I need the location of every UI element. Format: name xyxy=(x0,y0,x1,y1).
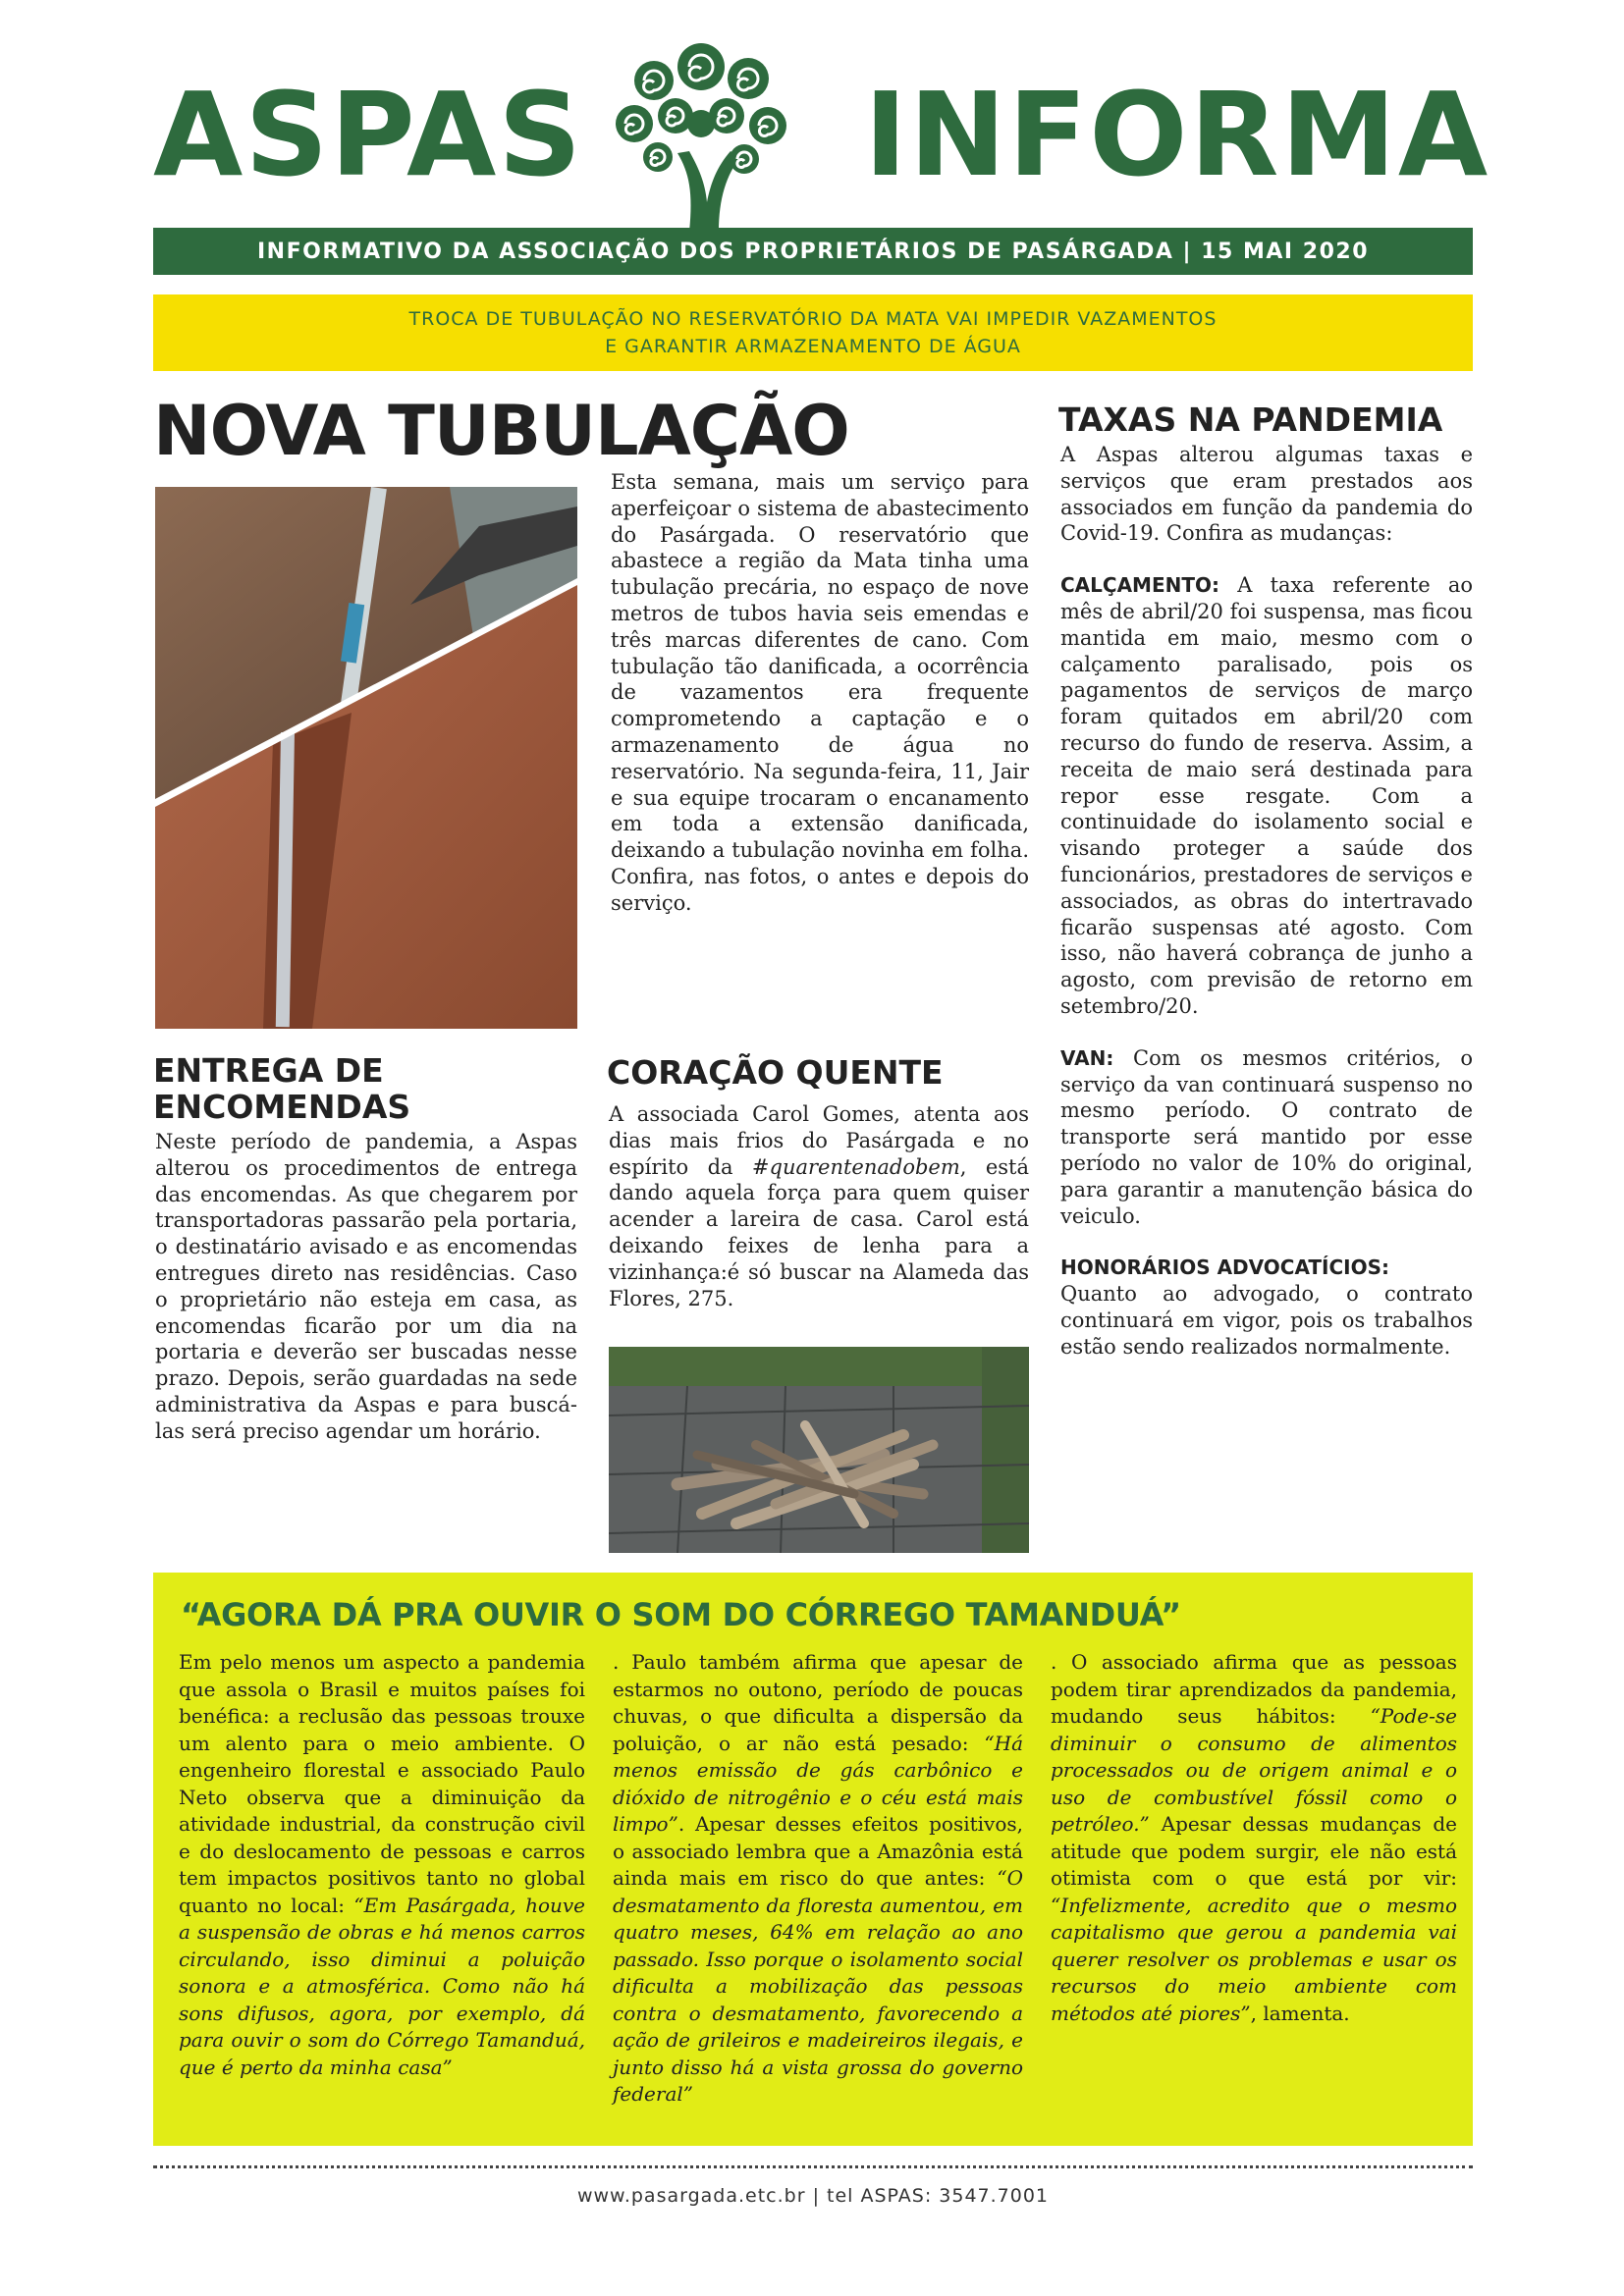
taxas-intro: A Aspas alterou algumas taxas e serviços que eram prestados aos associados em função da pandemia do Covid-19. Confira as mudanças: xyxy=(1060,443,1473,546)
taxas-body xyxy=(1060,442,1473,1361)
coracao-hashtag: #quarentenadobem xyxy=(751,1154,960,1179)
nova-tubulacao-title: NOVA TUBULAÇÃO xyxy=(153,391,849,471)
tree-logo-icon xyxy=(595,35,811,232)
coracao-title: CORAÇÃO QUENTE xyxy=(607,1053,944,1092)
entrega-title xyxy=(153,1052,410,1125)
quote-c2-text-b: . Apesar desses efeitos positivos, o associado lembra que a Amazônia está ainda mais em risco do que antes: xyxy=(613,1812,1023,1890)
banner-line-2: E GARANTIR ARMAZENAMENTO DE ÁGUA xyxy=(605,336,1021,357)
taxas-calcamento xyxy=(1060,572,1473,1020)
calcamento-label: CALÇAMENTO: xyxy=(1060,573,1220,598)
coracao-body xyxy=(609,1101,1029,1311)
firewood-photo xyxy=(609,1347,1029,1553)
taxas-title: TAXAS NA PANDEMIA xyxy=(1058,400,1443,439)
quote-column-3 xyxy=(1051,1649,1457,2027)
quote-c3-text-c: , lamenta. xyxy=(1250,2001,1350,2025)
masthead-aspas: ASPAS xyxy=(153,67,584,202)
coracao-body-b: , está dando aquela força para quem quiser acender a lareira de casa. Carol está deixando feixes de lenha para a vizinhança:é só buscar na Alameda das Flores, 275. xyxy=(609,1154,1029,1310)
quote-c2-text: . Paulo também afirma que apesar de estarmos no outono, período de poucas chuvas, o que dificulta a dispersão da poluição, o ar não está pesado: xyxy=(613,1650,1023,1755)
entrega-title-line-1: ENTREGA DE xyxy=(153,1051,384,1090)
quote-c3-text-b: Apesar dessas mudanças de atitude que podem surgir, ele não está otimista com o que está por vir: xyxy=(1051,1812,1457,1890)
entrega-title-line-2: ENCOMENDAS xyxy=(153,1088,411,1126)
van-label: VAN: xyxy=(1060,1045,1114,1070)
quote-c3-italic: “Pode-se diminuir o consumo de alimentos processados ou de origem animal e o uso de combustível fóssil como o petróleo.” xyxy=(1051,1704,1457,1836)
quote-c1-italic: “Em Pasárgada, houve a suspensão de obras e há menos carros circulando, isso diminui a poluição sonora e a atmosférica. Como não há sons difusos, agora, por exemplo, dá para ouvir o som do Córrego Tamanduá, que é perto da minha casa” xyxy=(179,1893,586,2079)
quote-c3-italic-b: “Infelizmente, acredito que o mesmo capitalismo que gerou a pandemia vai querer resolver os problemas e usar os recursos do meio ambiente com métodos até piores” xyxy=(1051,1893,1457,2025)
banner-line-1: TROCA DE TUBULAÇÃO NO RESERVATÓRIO DA MATA VAI IMPEDIR VAZAMENTOS xyxy=(408,308,1218,330)
calcamento-text: A taxa referente ao mês de abril/20 foi suspensa, mas ficou mantida em maio, mesmo com o calçamento paralisado, pois os pagamentos de serviços de março foram quitados em abril/20 com recurso do fundo de reserva. Assim, a receita de maio será destinada para repor esse resgate. Com a continuidade do isolamento social e visando proteger a saúde dos funcionários, prestadores de serviços e associados, as obras do intertravado ficarão suspensas até agosto. Com isso, não haverá cobrança de junho a agosto, com previsão de retorno em setembro/20. xyxy=(1060,573,1473,1018)
pipe-photo xyxy=(155,487,577,1029)
honorarios-label: HONORÁRIOS ADVOCATÍCIOS: xyxy=(1060,1255,1389,1280)
footer-divider xyxy=(153,2165,1473,2168)
footer-contact: www.pasargada.etc.br | tel ASPAS: 3547.7001 xyxy=(576,2185,1050,2207)
honorarios-text: Quanto ao advogado, o contrato continuará em vigor, pois os trabalhos estão sendo realizados normalmente. xyxy=(1060,1282,1473,1359)
quote-c1-text: Em pelo menos um aspecto a pandemia que assola o Brasil e muitos países foi benéfica: a reclusão das pessoas trouxe um alento para o meio ambiente. O engenheiro florestal e associado Paulo Neto observa que a diminuição da atividade industrial, da construção civil e do deslocamento de pessoas e carros tem impactos positivos tanto no global quanto no local: xyxy=(179,1650,585,1917)
taxas-van xyxy=(1060,1045,1473,1230)
coracao-body-a: A associada Carol Gomes, atenta aos dias mais frios do Pasárgada e no espírito da xyxy=(609,1102,1029,1179)
quote-title: “AGORA DÁ PRA OUVIR O SOM DO CÓRREGO TAMANDUÁ” xyxy=(181,1596,1181,1633)
van-text: Com os mesmos critérios, o serviço da van continuará suspenso no mesmo período. O contrato de transporte será mantido por esse período no valor de 10% do original, para garantir a manutenção básica do veiculo. xyxy=(1060,1045,1473,1228)
headline-banner xyxy=(153,294,1473,371)
masthead-subtitle: INFORMATIVO DA ASSOCIAÇÃO DOS PROPRIETÁRIOS DE PASÁRGADA | 15 MAI 2020 xyxy=(153,228,1473,275)
masthead-informa: INFORMA xyxy=(864,67,1490,202)
quote-column-2 xyxy=(613,1649,1023,2109)
quote-c3-text: . O associado afirma que as pessoas podem tirar aprendizados da pandemia, mudando seus hábitos: xyxy=(1051,1650,1457,1728)
quote-column-1 xyxy=(179,1649,585,2081)
quote-c2-italic-b: “O desmatamento da floresta aumentou, em quatro meses, 64% em relação ao ano passado. Isso porque o isolamento social dificulta a mobilização das pessoas contra o desmatamento, favorecendo a ação de grileiros e madeireiros ilegais, e junto disso há a vista grossa do governo federal” xyxy=(613,1866,1023,2106)
entrega-body: Neste período de pandemia, a Aspas alterou os procedimentos de entrega das encomendas. As que chegarem por transportadoras passarão pela portaria, o destinatário avisado e as encomendas entregues direto nas residências. Caso o proprietário não esteja em casa, as encomendas ficarão por um dia na portaria e deverão ser buscadas nesse prazo. Depois, serão guardadas na sede administrativa da Aspas e para buscá-las será preciso agendar um horário. xyxy=(155,1130,577,1443)
nova-tubulacao-body: Esta semana, mais um serviço para aperfeiçoar o sistema de abastecimento do Pasárgada. O reservatório que abastece a região da Mata tinha uma tubulação precária, no espaço de nove metros de tubos havia seis emendas e três marcas diferentes de cano. Com tubulação tão danificada, a ocorrência de vazamentos era frequente comprometendo a captação e o armazenamento de água no reservatório. Na segunda-feira, 11, Jair e sua equipe trocaram o encanamento em toda a extensão danificada, deixando a tubulação novinha em folha. Confira, nas fotos, o antes e depois do serviço. xyxy=(611,470,1029,915)
quote-c2-italic: “Há menos emissão de gás carbônico e dióxido de nitrogênio e o céu está mais limpo” xyxy=(613,1731,1023,1836)
